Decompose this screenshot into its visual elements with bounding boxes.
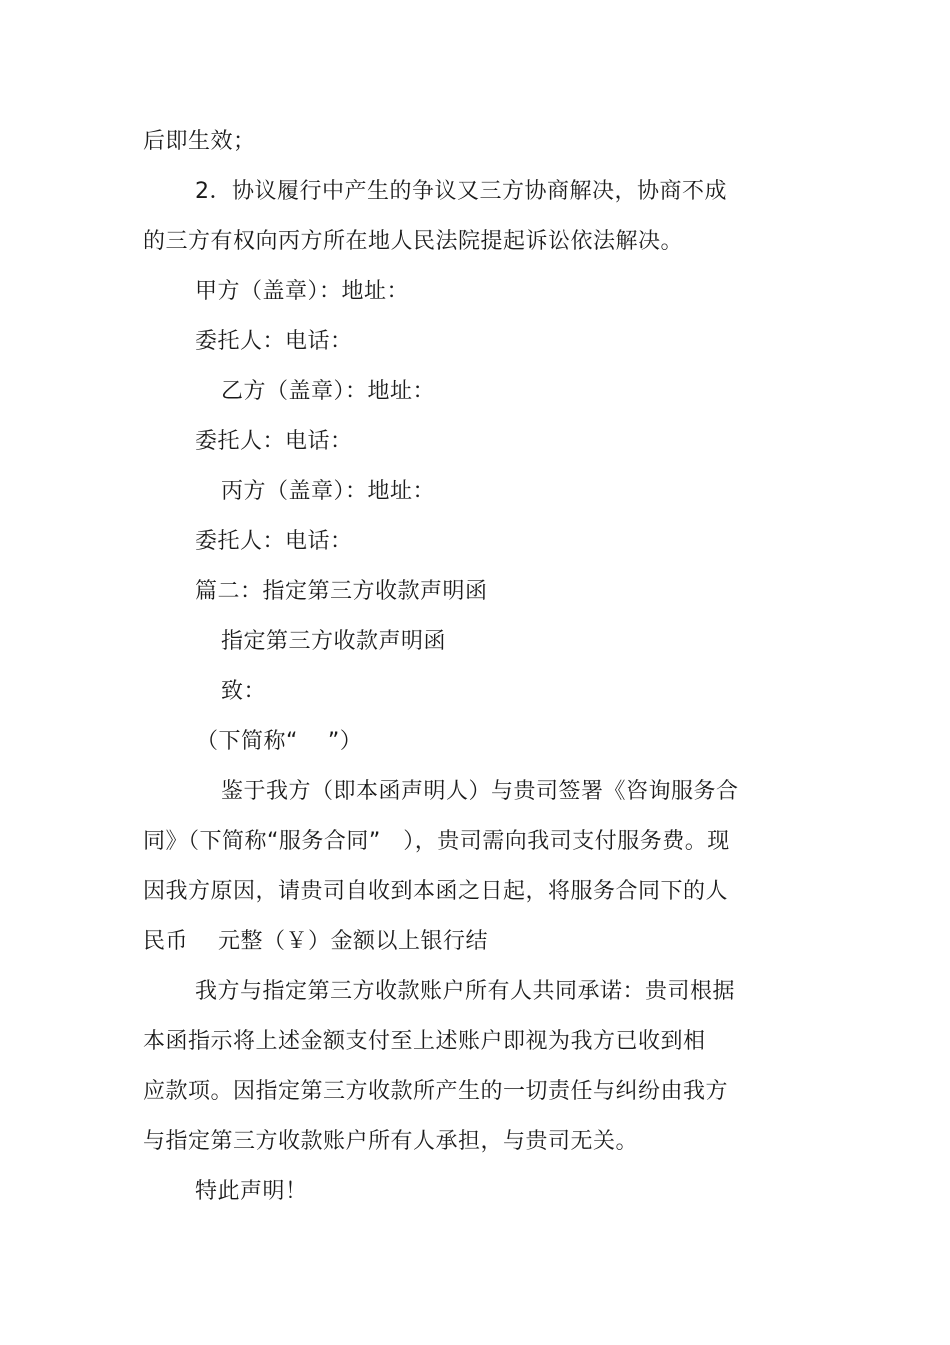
closing-statement: 特此声明！ (195, 1179, 308, 1204)
party-c-seal-address: 丙方（盖章）：地址： (221, 479, 436, 504)
text-line: 与指定第三方收款账户所有人承担，与贵司无关。 (143, 1129, 639, 1154)
text-line: 民币 元整（￥）金额以上银行结 (143, 929, 488, 954)
party-b-seal-address: 乙方（盖章）：地址： (221, 379, 436, 404)
party-a-agent-phone: 委托人：电话： (195, 329, 353, 354)
text-line: 鉴于我方（即本函声明人）与贵司签署《咨询服务合 (221, 779, 739, 804)
party-c-agent-phone: 委托人：电话： (195, 529, 353, 554)
section-heading: 篇二：指定第三方收款声明函 (195, 579, 488, 604)
text-line: （下简称“ ”） (196, 729, 363, 754)
text-line: 应款项。因指定第三方收款所产生的一切责任与纠纷由我方 (143, 1079, 729, 1104)
text-line: 的三方有权向丙方所在地人民法院提起诉讼依法解决。 (143, 229, 684, 254)
letter-title: 指定第三方收款声明函 (221, 629, 447, 654)
party-a-seal-address: 甲方（盖章）：地址： (195, 279, 410, 304)
text-line: 我方与指定第三方收款账户所有人共同承诺：贵司根据 (195, 979, 736, 1004)
text-line: 同》（下简称“服务合同” ），贵司需向我司支付服务费。现 (143, 829, 730, 854)
text-line: 因我方原因，请贵司自收到本函之日起，将服务合同下的人 (143, 879, 729, 904)
text-line: 2．协议履行中产生的争议又三方协商解决，协商不成 (195, 179, 727, 204)
text-line: 本函指示将上述金额支付至上述账户即视为我方已收到相 (143, 1029, 706, 1054)
text-line: 后即生效； (143, 129, 256, 154)
party-b-agent-phone: 委托人：电话： (195, 429, 353, 454)
salutation: 致： (221, 679, 267, 704)
